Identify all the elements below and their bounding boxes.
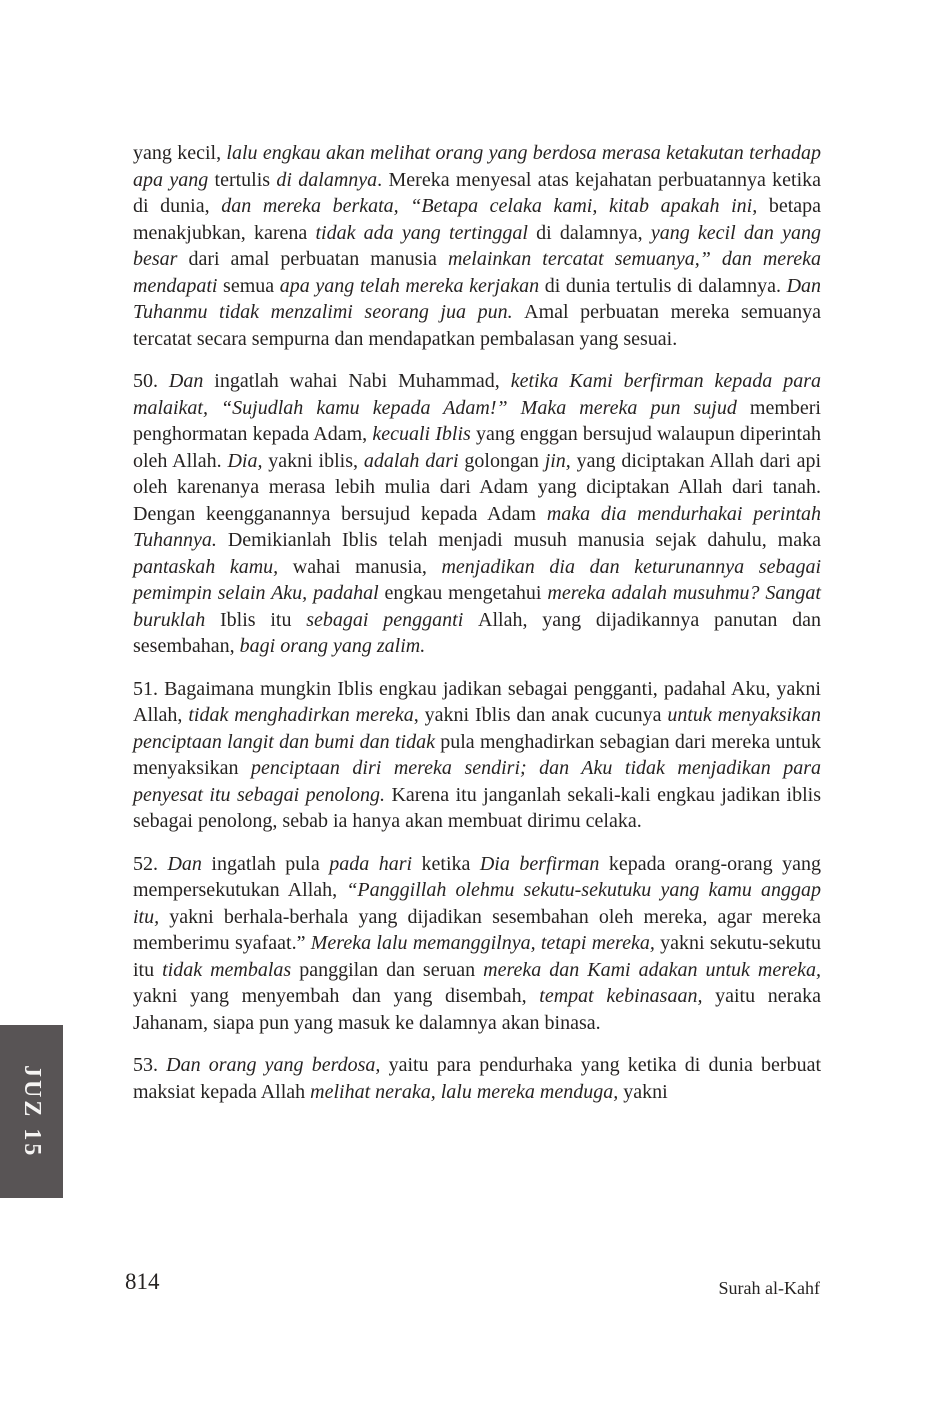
- verse-translation-text: pada hari: [329, 852, 422, 875]
- commentary-text: Amal perbuatan mereka semuanya tercatat secara sempurna dan mendapatkan pembalasan yang sesuai.: [133, 301, 821, 350]
- paragraph: [133, 676, 821, 835]
- verse-translation-text: Dan: [167, 852, 212, 875]
- commentary-text: yakni: [623, 1080, 668, 1103]
- commentary-text: 51. Bagaimana mungkin Iblis engkau jadikan sebagai pengganti, padahal Aku, yakni Allah,: [133, 677, 821, 726]
- verse-translation-text: melihat neraka, lalu mereka menduga,: [310, 1080, 624, 1103]
- verse-translation-text: melainkan tercatat semuanya,” dan mereka mendapati: [133, 248, 821, 297]
- body-text: [133, 140, 821, 1121]
- commentary-text: yakni iblis,: [268, 449, 364, 472]
- verse-translation-text: maka dia mendurhakai perintah Tuhannya.: [133, 502, 821, 551]
- verse-translation-text: sebagai pengganti: [306, 608, 479, 631]
- verse-translation-text: penciptaan diri mereka sendiri; dan Aku tidak menjadikan para penyesat itu sebagai penolong.: [133, 757, 822, 806]
- running-footer-surah-title: Surah al-Kahf: [718, 1278, 820, 1298]
- verse-translation-text: mereka dan Kami adakan untuk mereka,: [483, 958, 821, 981]
- verse-translation-text: dan mereka berkata, “Betapa celaka kami, kitab apakah ini,: [221, 195, 769, 217]
- paragraph: [133, 1052, 821, 1105]
- verse-translation-text: Dia berfirman: [479, 852, 609, 875]
- verse-translation-text: adalah dari: [363, 449, 465, 472]
- commentary-text: wahai manusia,: [292, 555, 442, 578]
- commentary-text: kepada orang-orang yang mempersekutukan Allah,: [133, 852, 822, 901]
- commentary-text: tertulis: [214, 168, 277, 191]
- commentary-text: di dunia tertulis di dalamnya.: [544, 274, 787, 297]
- verse-translation-text: Mereka lalu memanggilnya, tetapi mereka,: [310, 932, 661, 954]
- juz-tab-marker: [0, 1025, 63, 1198]
- verse-translation-text: tidak ada yang tertinggal: [315, 221, 537, 244]
- commentary-text: pula menghadirkan sebagian dari mereka untuk menyaksikan: [133, 730, 821, 779]
- commentary-text: betapa menakjubkan, karena: [133, 195, 821, 244]
- verse-translation-text: mereka adalah musuhmu? Sangat buruklah: [133, 582, 821, 631]
- commentary-text: engkau mengetahui: [384, 582, 548, 604]
- commentary-text: golongan: [464, 449, 545, 472]
- verse-translation-text: Dan Tuhanmu tidak menzalimi seorang jua pun.: [133, 274, 822, 323]
- commentary-text: yang kecil,: [133, 142, 227, 164]
- commentary-text: yaitu neraka Jahanam, siapa pun yang masuk ke dalamnya akan binasa.: [133, 985, 822, 1034]
- commentary-text: semua: [223, 274, 280, 297]
- commentary-text: . Mereka menyesal atas kejahatan perbuatannya ketika di dunia,: [133, 168, 822, 217]
- verse-translation-text: tidak membalas: [162, 958, 300, 981]
- commentary-text: 50.: [133, 370, 169, 392]
- verse-translation-text: kecuali Iblis: [372, 423, 476, 445]
- commentary-text: yaitu para pendurhaka yang ketika di dunia berbuat maksiat kepada Allah: [133, 1054, 822, 1103]
- commentary-text: ketika: [421, 852, 480, 875]
- verse-translation-text: Dan: [168, 370, 215, 392]
- commentary-text: 53.: [133, 1054, 167, 1076]
- commentary-text: ingatlah pula: [211, 852, 330, 875]
- commentary-text: 52.: [133, 852, 168, 875]
- juz-tab-label: JUZ 15: [19, 1064, 45, 1159]
- paragraph: [133, 851, 821, 1037]
- verse-translation-text: apa yang telah mereka kerjakan: [279, 274, 545, 297]
- commentary-text: Iblis itu: [220, 608, 307, 631]
- verse-translation-text: tempat kebinasaan,: [539, 985, 716, 1007]
- commentary-text: memberi penghormatan kepada Adam,: [133, 396, 821, 445]
- paragraph: [133, 368, 821, 660]
- commentary-text: Demikianlah Iblis telah menjadi musuh manusia sejak dahulu, maka: [227, 529, 821, 551]
- verse-translation-text: untuk menyaksikan penciptaan langit dan bumi dan tidak: [133, 704, 821, 753]
- paragraph: [133, 140, 821, 352]
- commentary-text: yakni sekutu-sekutu itu: [133, 932, 821, 981]
- commentary-text: , yakni Iblis dan anak cucunya: [413, 704, 668, 726]
- verse-translation-text: “Panggillah olehmu sekutu-sekutuku yang kamu anggap itu,: [133, 879, 822, 928]
- commentary-text: dari amal perbuatan manusia: [188, 248, 448, 270]
- verse-translation-text: yang kecil dan yang besar: [133, 221, 821, 270]
- verse-translation-text: ketika Kami berfirman kepada para malaikat, “Sujudlah kamu kepada Adam!” Maka mereka pun sujud: [133, 370, 821, 419]
- commentary-text: Karena itu janganlah sekali-kali engkau jadikan iblis sebagai penolong, sebab ia hanya akan membuat dirimu celaka.: [133, 783, 821, 832]
- commentary-text: yakni berhala-berhala yang dijadikan sesembahan oleh mereka, agar mereka memberimu syafaat.”: [133, 905, 821, 954]
- verse-translation-text: Dan orang yang berdosa,: [166, 1054, 389, 1076]
- commentary-text: yakni yang menyembah dan yang disembah,: [133, 985, 540, 1007]
- page-number: 814: [125, 1269, 160, 1294]
- commentary-text: yang diciptakan Allah dari api oleh karenanya merasa lebih mulia dari Adam yang diciptakan Allah dari tanah. Dengan keengganannya bersujud kepada Adam: [133, 449, 822, 525]
- verse-translation-text: menjadikan dia dan keturunannya sebagai pemimpin selain Aku, padahal: [133, 555, 821, 604]
- commentary-text: Allah, yang dijadikannya panutan dan sesembahan,: [133, 608, 821, 657]
- verse-translation-text: tidak menghadirkan mereka: [188, 704, 414, 726]
- commentary-text: yang enggan bersujud walaupun diperintah oleh Allah.: [133, 423, 821, 472]
- verse-translation-text: Dia,: [227, 449, 269, 472]
- verse-translation-text: pantaskah kamu,: [133, 555, 293, 578]
- commentary-text: panggilan dan seruan: [299, 958, 484, 981]
- verse-translation-text: jin,: [544, 449, 577, 472]
- verse-translation-text: lalu engkau akan melihat orang yang berdosa merasa ketakutan terhadap apa yang: [133, 142, 821, 191]
- verse-translation-text: di dalamnya: [276, 168, 378, 191]
- commentary-text: ingatlah wahai Nabi Muhammad,: [214, 370, 511, 392]
- verse-translation-text: bagi orang yang zalim.: [239, 635, 426, 657]
- commentary-text: di dalamnya,: [536, 221, 651, 244]
